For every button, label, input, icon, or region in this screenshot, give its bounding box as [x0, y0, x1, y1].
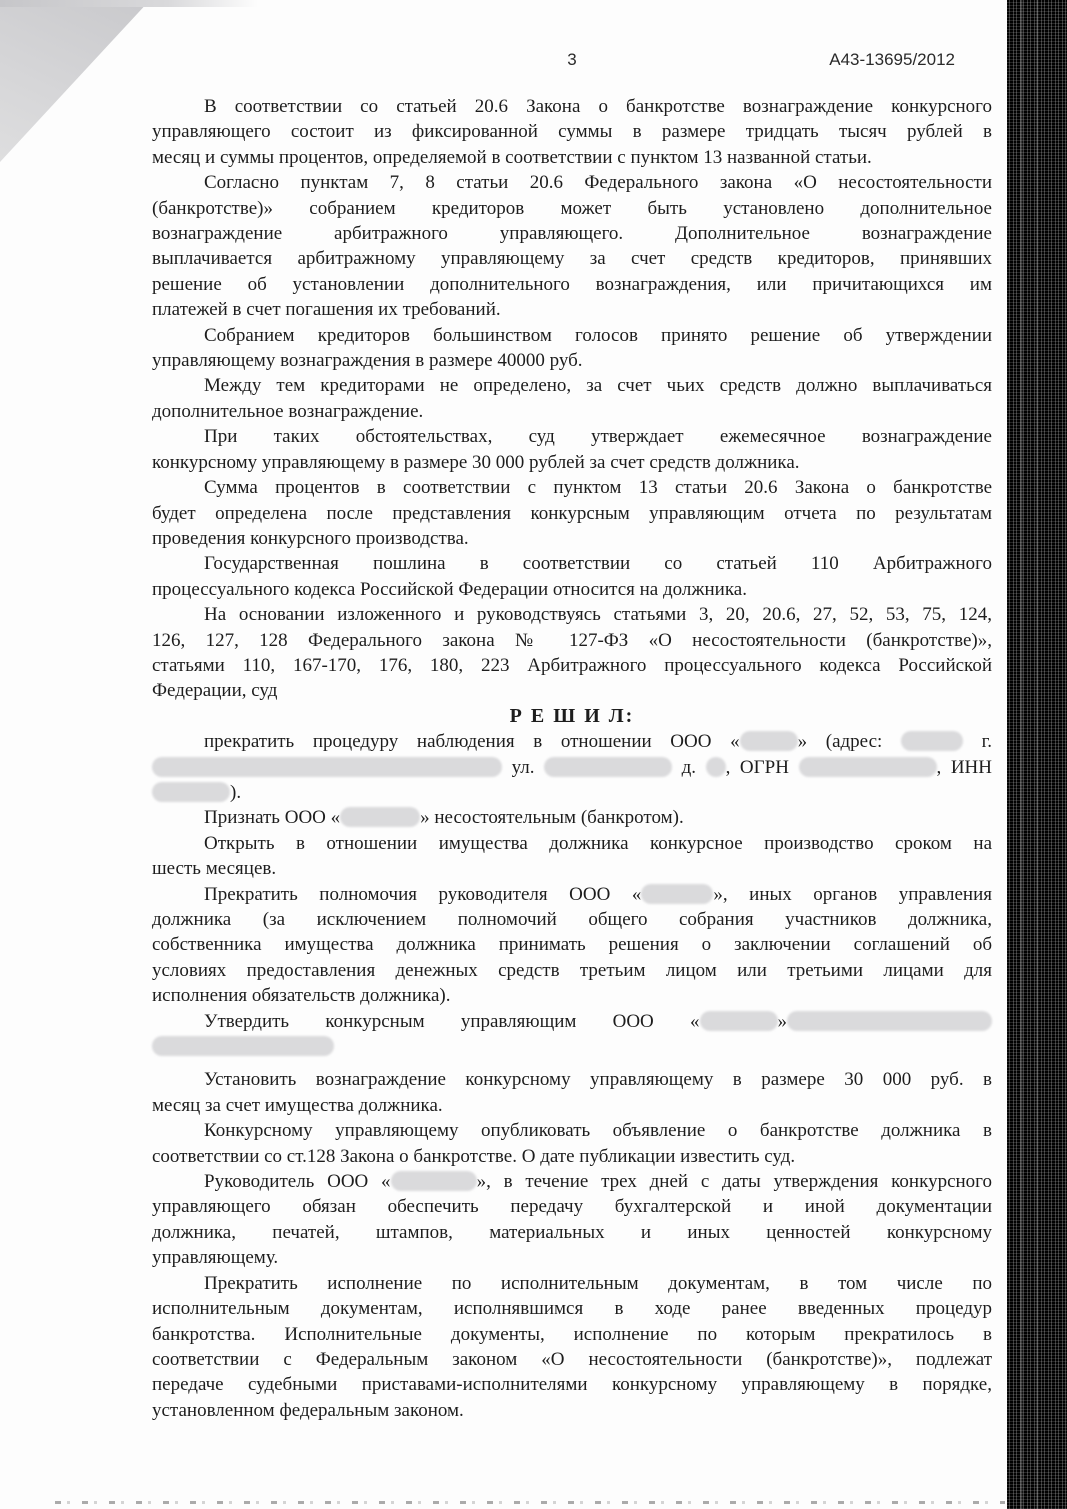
- text-line: [152, 1322, 992, 1347]
- text-line: [152, 1220, 992, 1245]
- page-corner-fold-artifact: [0, 0, 150, 162]
- text-line: [152, 805, 992, 830]
- text-run: прекратить процедуру наблюдения в отношении ООО «: [204, 731, 740, 753]
- text-run: выплачивается арбитражному управляющему за счет средств кредиторов, принявших: [152, 248, 992, 270]
- text-line: [152, 1296, 992, 1321]
- text-line: [152, 1009, 992, 1034]
- top-edge-scan-smudge: [0, 0, 258, 7]
- redaction: [340, 807, 420, 827]
- text-run: соответствии с Федеральным законом «О несостоятельности (банкротстве)», подлежат: [152, 1348, 992, 1370]
- page-number: 3: [567, 50, 577, 69]
- text-run: Утвердить конкурсным управляющим ООО «: [204, 1010, 700, 1032]
- text-line: [152, 297, 992, 322]
- text-run: Руководитель ООО «: [204, 1171, 391, 1193]
- text-line: [152, 348, 992, 373]
- text-run: месяц за счет имущества должника.: [152, 1094, 443, 1116]
- text-run: должника, печатей, штампов, материальных и иных ценностей конкурсному: [152, 1221, 992, 1243]
- text-run: Р Е Ш И Л:: [509, 704, 635, 727]
- decision-heading: [152, 704, 992, 729]
- text-line: [152, 932, 992, 957]
- text-run: г.: [962, 731, 992, 753]
- text-line: [152, 653, 992, 678]
- text-line: [152, 1372, 992, 1397]
- text-run: » несостоятельным (банкротом).: [420, 807, 684, 829]
- scanner-noise-strip: [1007, 0, 1067, 1509]
- text-run: процессуального кодекса Российской Федерации относится на должника.: [152, 578, 747, 600]
- text-line: [152, 983, 992, 1008]
- text-line: [152, 450, 992, 475]
- text-run: Прекратить исполнение по исполнительным документам, в том числе по: [204, 1272, 992, 1294]
- text-run: Собранием кредиторов большинством голосов принято решение об утверждении: [204, 324, 992, 346]
- text-run: банкротства. Исполнительные документы, исполнение по которым прекратилось в: [152, 1323, 992, 1345]
- text-run: Между тем кредиторами не определено, за счет чьих средств должно выплачиваться: [204, 375, 992, 397]
- redaction: [152, 757, 502, 777]
- text-run: будет определена после представления конкурсным управляющим отчета по результатам: [152, 502, 992, 524]
- text-run: Сумма процентов в соответствии с пунктом 13 статьи 20.6 Закона о банкротстве: [204, 477, 992, 499]
- text-line: [152, 1245, 992, 1270]
- text-line: [152, 1144, 992, 1169]
- text-line: [152, 907, 992, 932]
- text-line: [152, 602, 992, 627]
- text-run: ул.: [502, 756, 545, 778]
- text-line: [152, 501, 992, 526]
- text-run: месяц и суммы процентов, определяемой в соответствии с пунктом 13 названной статьи.: [152, 146, 872, 168]
- redaction: [706, 757, 726, 777]
- text-run: Согласно пунктам 7, 8 статьи 20.6 Федерального закона «О несостоятельности: [204, 172, 992, 194]
- text-run: статьями 110, 167-170, 176, 180, 223 Арбитражного процессуального кодекса Российской: [152, 654, 992, 676]
- text-run: Установить вознаграждение конкурсному управляющему в размере 30 000 руб. в: [204, 1069, 992, 1091]
- text-line: [152, 1169, 992, 1194]
- redaction: [740, 731, 798, 751]
- text-run: собственника имущества должника принимать решения о заключении соглашений об: [152, 934, 992, 956]
- text-run: проведения конкурсного производства.: [152, 527, 469, 549]
- text-line: [152, 1347, 992, 1372]
- text-run: », иных органов управления: [713, 883, 993, 905]
- text-run: ).: [230, 781, 242, 803]
- text-line: [152, 856, 992, 881]
- text-run: Прекратить полномочия руководителя ООО «: [204, 883, 642, 905]
- text-line: [152, 526, 992, 551]
- text-line: [152, 373, 992, 398]
- text-run: дополнительное вознаграждение.: [152, 400, 424, 422]
- document-body: [152, 94, 992, 1423]
- text-run: должника (за исключением полномочий общего собрания участников должника,: [152, 909, 992, 930]
- text-line: [152, 246, 992, 271]
- text-run: управляющего обязан обеспечить передачу бухгалтерской и иной документации: [152, 1196, 992, 1218]
- text-run: условиях предоставления денежных средств третьим лицом или третьими лицами для: [152, 959, 992, 981]
- text-run: шесть месяцев.: [152, 858, 277, 880]
- redaction: [152, 1036, 334, 1056]
- text-line: [152, 323, 992, 348]
- text-run: платежей в счет погашения их требований.: [152, 299, 501, 321]
- text-line: [152, 882, 992, 907]
- page-header: [152, 50, 992, 74]
- redaction: [799, 757, 937, 777]
- text-line: [152, 221, 992, 246]
- text-line: [152, 678, 992, 703]
- redaction: [700, 1011, 778, 1031]
- text-run: д.: [672, 756, 706, 778]
- text-line: [152, 628, 992, 653]
- text-line: [152, 272, 992, 297]
- text-run: » (адрес:: [797, 731, 901, 753]
- text-run: управляющему.: [152, 1247, 279, 1269]
- text-line: [152, 958, 992, 983]
- text-run: »: [777, 1010, 787, 1032]
- text-run: 126, 127, 128 Федерального закона № 127-ФЗ «О несостоятельности (банкротстве)»,: [152, 629, 992, 651]
- text-line: [152, 755, 992, 780]
- text-run: исполнения обязательств должника).: [152, 985, 451, 1007]
- redaction: [152, 782, 230, 802]
- text-run: передаче судебными приставами-исполнителями конкурсному управляющему в порядке,: [152, 1374, 992, 1396]
- text-line: [152, 424, 992, 449]
- text-line: [152, 1034, 992, 1059]
- text-run: При таких обстоятельствах, суд утверждает ежемесячное вознаграждение: [204, 426, 992, 448]
- text-run: Конкурсному управляющему опубликовать объявление о банкротстве должника в: [204, 1120, 992, 1142]
- redaction: [787, 1011, 992, 1031]
- text-line: [152, 780, 992, 805]
- text-line: [152, 170, 992, 195]
- text-run: Федерации, суд: [152, 680, 278, 702]
- text-line: [152, 145, 992, 170]
- text-line: [152, 399, 992, 424]
- text-line: [152, 729, 992, 754]
- text-line: [152, 1093, 992, 1118]
- text-run: В соответствии со статьей 20.6 Закона о банкротстве вознаграждение конкурсного: [204, 96, 992, 117]
- text-line: [152, 551, 992, 576]
- text-run: (банкротстве)» собранием кредиторов может быть установлено дополнительное: [152, 197, 992, 219]
- text-run: Признать ООО «: [204, 807, 341, 829]
- text-line: [152, 1398, 992, 1423]
- text-run: конкурсному управляющему в размере 30 000 рублей за счет средств должника.: [152, 451, 800, 473]
- redaction: [901, 731, 963, 751]
- text-run: , ИНН: [936, 756, 992, 778]
- page-content: [152, 50, 992, 1423]
- text-line: [152, 119, 992, 144]
- text-line: [152, 577, 992, 602]
- text-run: исполнительным документам, исполнявшимся в ходе ранее введенных процедур: [152, 1298, 992, 1320]
- text-line: [152, 1118, 992, 1143]
- text-run: решение об установлении дополнительного вознаграждения, или причитающихся им: [152, 273, 992, 295]
- text-run: , ОГРН: [725, 756, 799, 778]
- text-run: управляющему вознаграждения в размере 40000 руб.: [152, 350, 583, 372]
- redaction: [641, 884, 713, 904]
- text-line: [152, 94, 992, 119]
- text-line: [152, 475, 992, 500]
- text-run: Государственная пошлина в соответствии со статьей 110 Арбитражного: [204, 553, 992, 575]
- text-run: », в течение трех дней с даты утверждения конкурсного: [476, 1171, 992, 1193]
- text-line: [152, 196, 992, 221]
- text-run: вознаграждение арбитражного управляющего. Дополнительное вознаграждение: [152, 223, 992, 245]
- redaction: [544, 757, 672, 777]
- text-line: [152, 1194, 992, 1219]
- text-run: соответствии со ст.128 Закона о банкротстве. О дате публикации известить суд.: [152, 1145, 796, 1167]
- text-line: [152, 831, 992, 856]
- text-run: Открыть в отношении имущества должника конкурсное производство сроком на: [204, 832, 992, 854]
- text-line: [152, 1271, 992, 1296]
- case-number: А43-13695/2012: [829, 50, 955, 69]
- text-run: На основании изложенного и руководствуясь статьями 3, 20, 20.6, 27, 52, 53, 75, 124,: [204, 604, 992, 626]
- text-line: [152, 1067, 992, 1092]
- text-run: установленном федеральным законом.: [152, 1399, 464, 1421]
- bottom-edge-scan-line: [55, 1501, 1005, 1504]
- redaction: [391, 1171, 477, 1191]
- text-run: управляющего состоит из фиксированной суммы в размере тридцать тысяч рублей в: [152, 121, 992, 143]
